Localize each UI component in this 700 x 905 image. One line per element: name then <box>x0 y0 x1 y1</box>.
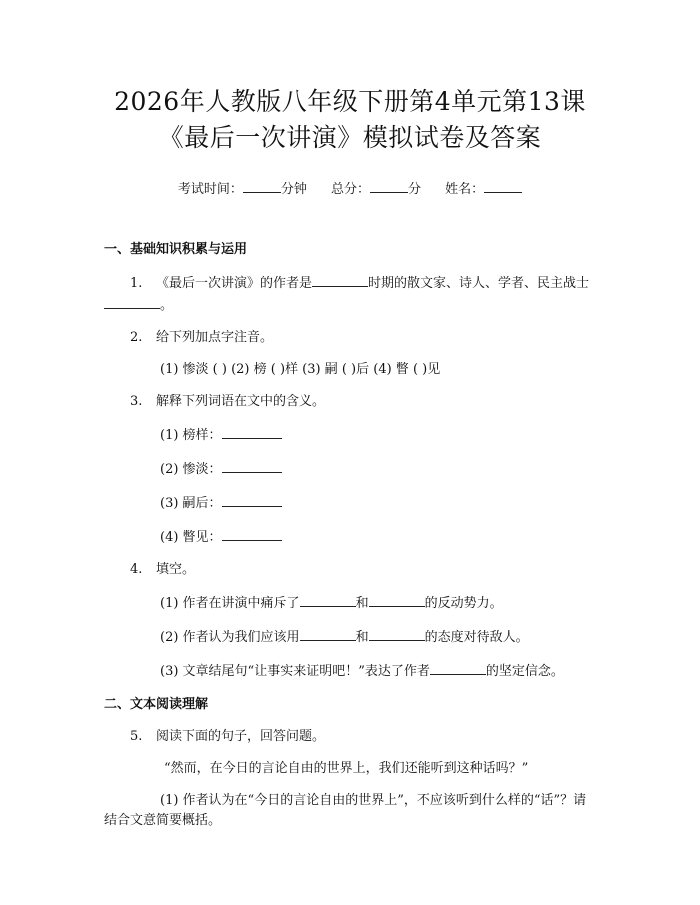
total-score: 总分： 分 <box>331 178 421 200</box>
title-line-1: 2026年人教版八年级下册第4单元第13课 <box>114 87 586 116</box>
q3-blank-2[interactable] <box>222 458 282 473</box>
q1-blank-1[interactable] <box>312 272 368 287</box>
q4-2-blank-2[interactable] <box>369 626 425 641</box>
exam-info <box>104 178 596 200</box>
question-5-sub-1: (1) 作者认为在“今日的言论自由的世界上”，不应该听到什么样的“话”？请结合文意简要概括。 <box>104 793 587 828</box>
question-2-items: (1) 惨淡 ( ) (2) 榜 ( )样 (3) 嗣 ( )后 (4) 瞥 ( )见 <box>160 362 441 377</box>
question-4: 4. 填空。 <box>130 562 196 577</box>
question-5-quote: “然而，在今日的言论自由的世界上，我们还能听到这种话吗？” <box>164 761 529 776</box>
question-4-item-1: (1) 作者在讲演中痛斥了 和 的反动势力。 <box>104 592 596 614</box>
question-1: 1. 《最后一次讲演》的作者是 时期的散文家、诗人、学者、民主战士。 <box>104 272 596 316</box>
exam-time: 考试时间： 分钟 <box>178 178 307 200</box>
question-4-item-2: (2) 作者认为我们应该用 和 的态度对待敌人。 <box>104 626 596 648</box>
q4-3-blank-1[interactable] <box>430 660 486 675</box>
question-3-item-2: (2) 惨淡： <box>104 458 596 480</box>
student-name: 姓名： <box>445 178 522 200</box>
document-title <box>104 84 596 156</box>
q4-2-blank-1[interactable] <box>300 626 356 641</box>
question-3-item-3: (3) 嗣后： <box>104 492 596 514</box>
section-2-heading: 二、文本阅读理解 <box>104 697 209 712</box>
q4-1-blank-2[interactable] <box>369 592 425 607</box>
title-line-2: 《最后一次讲演》模拟试卷及答案 <box>158 123 542 152</box>
q3-blank-3[interactable] <box>222 492 282 507</box>
question-4-item-3: (3) 文章结尾句“让事实来证明吧！”表达了作者 的坚定信念。 <box>104 660 596 682</box>
question-3-item-4: (4) 瞥见： <box>104 526 596 548</box>
q3-blank-1[interactable] <box>222 424 282 439</box>
section-1-heading: 一、基础知识积累与运用 <box>104 242 248 257</box>
q1-blank-2[interactable] <box>104 294 160 309</box>
student-name-blank[interactable] <box>484 178 522 193</box>
exam-time-blank[interactable] <box>243 178 281 193</box>
q4-1-blank-1[interactable] <box>300 592 356 607</box>
question-3-item-1: (1) 榜样： <box>104 424 596 446</box>
question-5: 5. 阅读下面的句子，回答问题。 <box>130 729 326 744</box>
question-3: 3. 解释下列词语在文中的含义。 <box>130 394 326 409</box>
q3-blank-4[interactable] <box>222 526 282 541</box>
question-2: 2. 给下列加点字注音。 <box>130 330 274 345</box>
total-score-blank[interactable] <box>370 178 408 193</box>
